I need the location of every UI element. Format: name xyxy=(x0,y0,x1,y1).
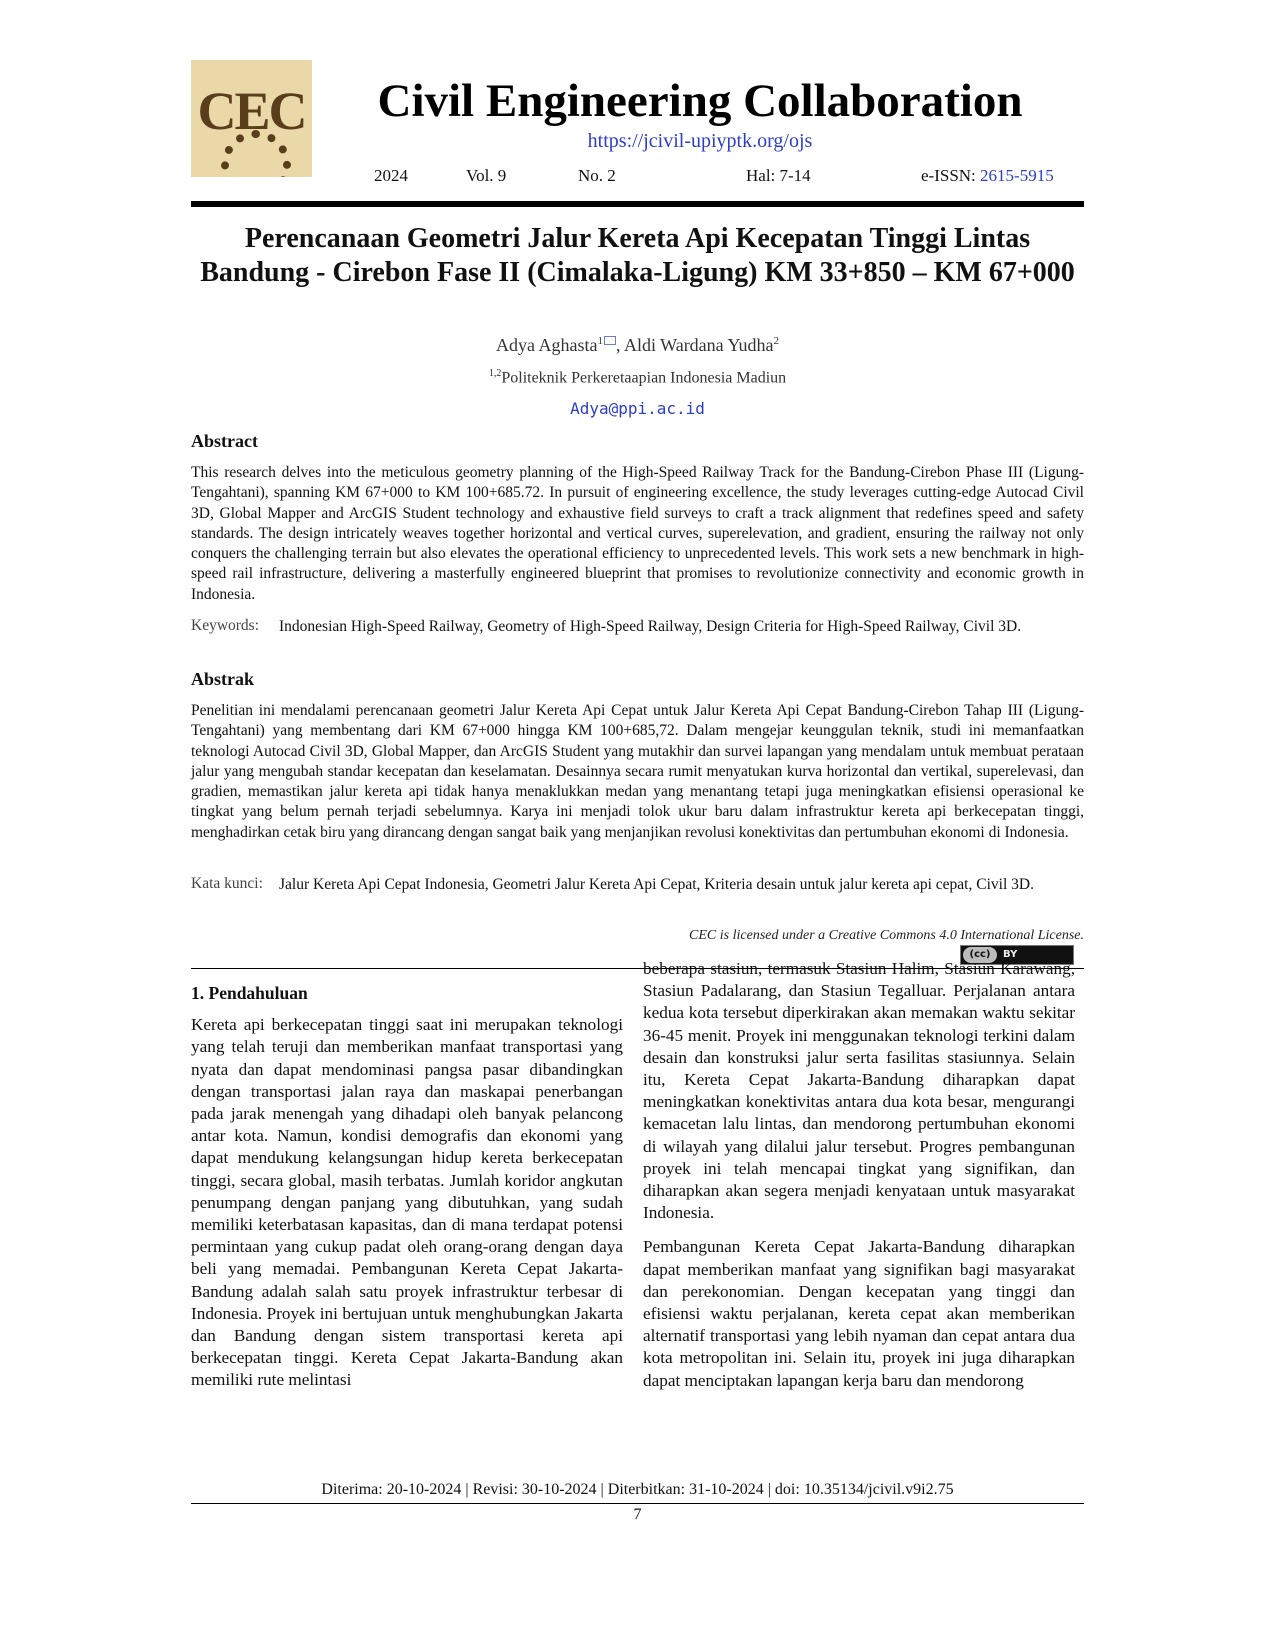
body-paragraph: beberapa stasiun, termasuk Stasiun Halim, Stasiun Karawang, Stasiun Padalarang, dan Stasiun Tegalluar. Perjalanan antara kedua kota tersebut diperkirakan akan memakan waktu sekitar 36-45 menit. Proyek ini menggunakan teknologi terkini dalam desain dan konstruksi jalur serta fasilitas stasiunnya. Selain itu, Kereta Cepat Jakarta-Bandung diharapkan dapat meningkatkan konektivitas antara dua kota besar, mengurangi kemacetan lalu lintas, dan mendorong pertumbuhan ekonomi di wilayah yang dilalui jalur tersebut. Progres pembangunan proyek ini telah mencapai tingkat yang signifikan, dan diharapkan akan segera menjadi kenyataan untuk masyarakat Indonesia. xyxy=(643,959,1075,1223)
author-list xyxy=(191,335,1084,356)
abstract-heading: Abstract xyxy=(191,431,258,451)
author-name: Adya Aghasta xyxy=(495,335,598,355)
journal-title: Civil Engineering Collaboration xyxy=(377,75,1023,127)
cc-icon: (cc) xyxy=(963,947,997,963)
issue-number: No. 2 xyxy=(578,166,616,185)
corresponding-email-link[interactable]: Adya@ppi.ac.id xyxy=(570,399,705,418)
issn xyxy=(921,166,1054,186)
keywords-label: Keywords: xyxy=(191,617,260,634)
affiliation-marker: 1,2 xyxy=(488,368,502,379)
affiliation-name: Politeknik Perkeretaapian Indonesia Madiun xyxy=(501,369,787,387)
by-icon: BY xyxy=(1003,949,1018,960)
journal-url-link[interactable]: https://jcivil-upiyptk.org/ojs xyxy=(587,130,813,152)
logo-text: CEC xyxy=(197,81,306,141)
header-divider xyxy=(191,201,1084,207)
keywords-text: Indonesian High-Speed Railway, Geometry of High-Speed Railway, Design Criteria for High-Speed Railway, Civil 3D. xyxy=(279,618,1022,635)
body-paragraph: Pembangunan Kereta Cepat Jakarta-Bandung diharapkan dapat memberikan manfaat yang signifikan bagi masyarakat dan perekonomian. Dengan kecepatan yang tinggi dan efisiensi waktu perjalanan, kereta cepat akan memberikan alternatif transportasi yang lebih nyaman dan cepat antara dua kota metropolitan ini. Selain itu, proyek ini juga diharapkan dapat menciptakan lapangan kerja baru dan mendorong xyxy=(643,1237,1075,1390)
abstrak-heading: Abstrak xyxy=(191,669,255,689)
affiliation xyxy=(191,368,1084,387)
page-number: 7 xyxy=(633,1506,642,1523)
paper-title: Perencanaan Geometri Jalur Kereta Api Kecepatan Tinggi Lintas Bandung - Cirebon Fase II (Cimalaka-Ligung) KM 33+850 – KM 67+000 xyxy=(200,223,1075,288)
body-left-column xyxy=(191,982,623,1392)
issn-value-link[interactable]: 2615-5915 xyxy=(980,166,1054,185)
issue-year: 2024 xyxy=(374,166,408,185)
body-right-column xyxy=(643,958,1075,1392)
issue-volume: Vol. 9 xyxy=(466,166,507,185)
kata-kunci-text: Jalur Kereta Api Cepat Indonesia, Geometri Jalur Kereta Api Cepat, Kriteria desain untuk jalur kereta api cepat, Civil 3D. xyxy=(279,876,1034,893)
body-paragraph: Kereta api berkecepatan tinggi saat ini merupakan teknologi yang telah teruji dan memberikan manfaat transportasi yang nyata dan dapat mendominasi pangsa pasar dibandingkan dengan transportasi jalan raya dan maskapai penerbangan pada jarak menengah yang dihadapi oleh banyak pelancong antar kota. Namun, kondisi demografis dan ekonomi yang dapat mendukung kelangsungan hidup kereta berkecepatan tinggi, secara global, masih terbatas. Jumlah koridor angkutan penumpang dengan panjang yang dibutuhkan, yang sudah memiliki keterbatasan kapasitas, dan di mana terdapat potensi permintaan yang cukup padat oleh orang-orang dengan daya beli yang memadai. Pembangunan Kereta Cepat Jakarta-Bandung adalah salah satu proyek infrastruktur terbesar di Indonesia. Proyek ini bertujuan untuk menghubungkan Jakarta dan Bandung dengan sistem transportasi kereta api berkecepatan tinggi. Kereta Cepat Jakarta-Bandung akan memiliki rute melintasi xyxy=(191,1015,623,1390)
publication-dates: Diterima: 20-10-2024 | Revisi: 30-10-2024 | Diterbitkan: 31-10-2024 | doi: 10.35134/jcivil.v9i2.75 xyxy=(321,1481,954,1498)
license-statement: CEC is licensed under a Creative Commons 4.0 International License. xyxy=(689,928,1084,943)
kata-kunci-label: Kata kunci: xyxy=(191,875,263,892)
abstract-text: This research delves into the meticulous geometry planning of the High-Speed Railway Track for the Bandung-Cirebon Phase III (Ligung-Tengahtani), spanning KM 67+000 to KM 100+685.72. In pursuit of engineering excellence, the study leverages cutting-edge Autocad Civil 3D, Global Mapper and ArcGIS Student technology and exhaustive field surveys to craft a track alignment that redefines speed and safety standards. The design intricately weaves together horizontal and vertical curves, superelevation, and gradient, ensuring the railway not only conquers the challenging terrain but also elevates the operational efficiency to unprecedented levels. This work sets a new benchmark in high-speed rail infrastructure, delivering a masterfully engineered blueprint that promises to revolutionize connectivity and economic growth in Indonesia. xyxy=(191,464,1084,603)
abstrak-text: Penelitian ini mendalami perencanaan geometri Jalur Kereta Api Cepat untuk Jalur Kereta Api Cepat Bandung-Cirebon Tahap III (Ligung-Tengahtani) yang membentang dari KM 67+000 hingga KM 100+685,72. Dalam mengejar keunggulan teknik, studi ini memanfaatkan teknologi Autocad Civil 3D, Global Mapper, dan ArcGIS Student yang mutakhir dan survei lapangan yang mendalam untuk membuat perataan jalur yang mengubah standar kecepatan dan keselamatan. Desainnya secara rumit menyatukan kurva horizontal dan vertikal, superelevasi, dan gradien, memastikan jalur kereta api tidak hanya menaklukkan medan yang menantang tetapi juga meningkatkan efisiensi operasional ke tingkat yang belum pernah terjadi sebelumnya. Karya ini menjadi tolok ukur baru dalam infrastruktur kereta api berkecepatan tinggi, menghadirkan cetak biru yang dirancang dengan sangat baik yang menjanjikan revolusi konektivitas dan pertumbuhan ekonomi di Indonesia. xyxy=(191,702,1084,841)
section-heading: 1. Pendahuluan xyxy=(191,983,308,1003)
mail-icon[interactable] xyxy=(604,336,616,345)
journal-logo xyxy=(191,60,312,177)
footer-divider xyxy=(191,1503,1084,1504)
issue-pages: Hal: 7-14 xyxy=(746,166,811,185)
issn-label: e-ISSN: xyxy=(921,166,981,185)
author-affiliation-marker: 1 xyxy=(597,335,603,347)
author-affiliation-marker: 2 xyxy=(773,335,779,347)
author-name: , Aldi Wardana Yudha xyxy=(615,335,774,355)
